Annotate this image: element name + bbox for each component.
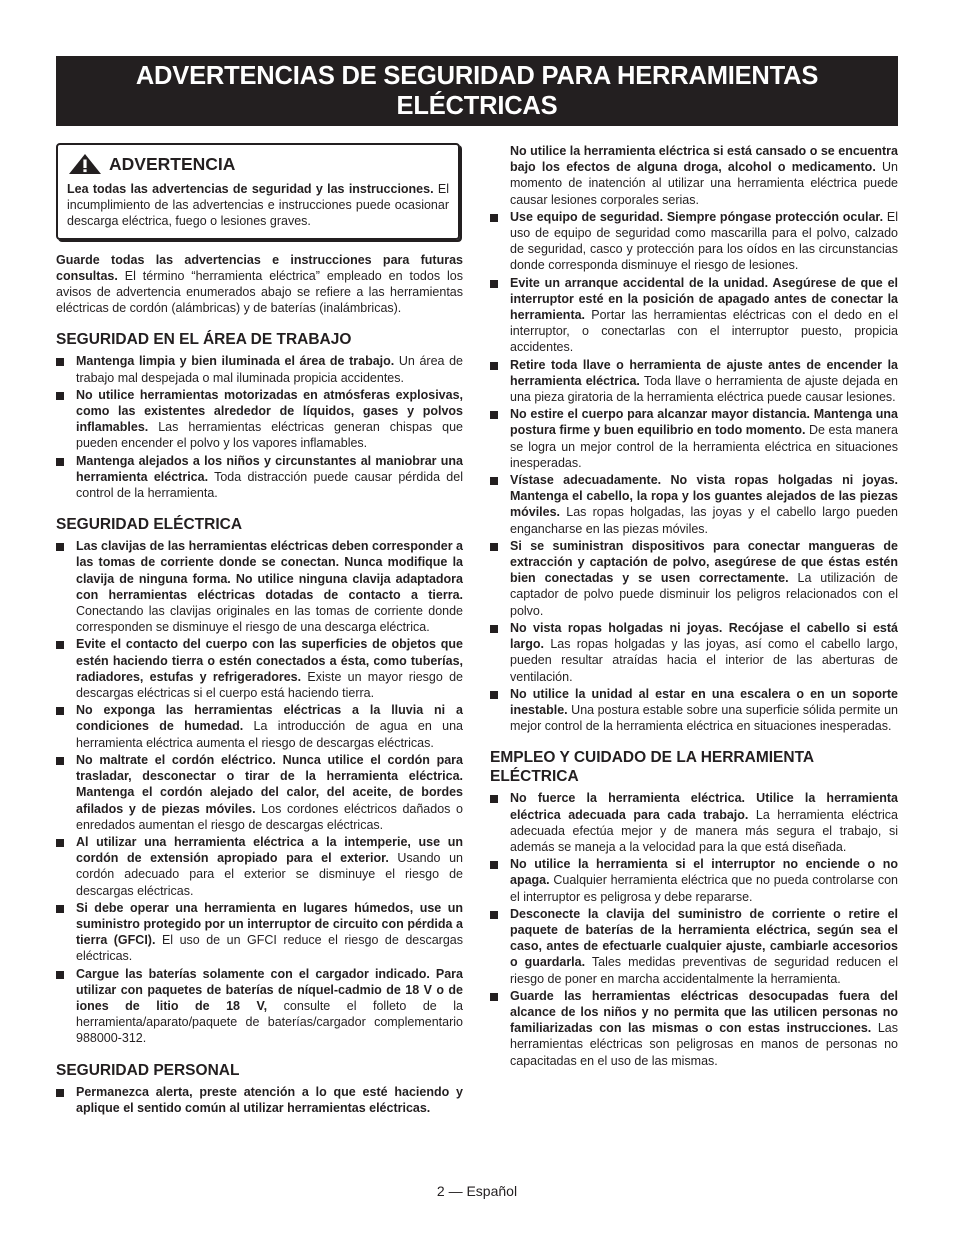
list-item bbox=[56, 834, 463, 899]
list-item-continuation bbox=[490, 143, 898, 208]
item-bold: No utilice herramientas motorizadas en atmósferas explosivas, como las existentes alrededor de líquidos, gases y polvos inflamables. bbox=[76, 387, 463, 435]
page-banner bbox=[56, 56, 898, 126]
item-text: Los cordones eléctricos dañados o enredados aumentan el riesgo de descargas eléctricas. bbox=[76, 801, 463, 832]
list-item bbox=[490, 790, 898, 855]
list-item bbox=[56, 387, 463, 452]
item-bold: Mantenga limpia y bien iluminada el área de trabajo. bbox=[76, 354, 395, 369]
item-bold: Desconecte la clavija del suministro de corriente o retire el paquete de baterías de la herramienta eléctrica, según sea el caso, antes de efectuarle cualquier ajuste, cambiarle accesorios o guardarla. bbox=[510, 906, 898, 970]
banner-title-line1: ADVERTENCIAS DE SEGURIDAD PARA HERRAMIENTAS bbox=[135, 62, 819, 90]
item-text: Conectando las clavijas originales en las tomas de corriente donde corresponden se disminuye el riesgo de una descarga eléctrica. bbox=[76, 604, 463, 635]
list-item bbox=[490, 906, 898, 987]
warning-text bbox=[67, 181, 449, 230]
item-text: La introducción de agua en una herramienta eléctrica aumenta el riesgo de descargas eléctricas. bbox=[76, 719, 463, 750]
list-item bbox=[490, 856, 898, 905]
intro-body: El término “herramienta eléctrica” empleado en todos los avisos de advertencia enumerados abajo se refiere a las herramientas eléctricas de cordón (alámbricas) y de baterías (inalámbricas). bbox=[56, 268, 463, 316]
warning-triangle-icon bbox=[67, 153, 103, 175]
list-item bbox=[56, 1084, 463, 1116]
section-heading-electrical: SEGURIDAD ELÉCTRICA bbox=[56, 516, 243, 534]
item-bold: No utilice la unidad al estar en una escalera o en un soporte inestable. bbox=[510, 686, 898, 717]
item-text: Una postura estable sobre una superficie sólida permite un mejor control de la herramienta eléctrica en situaciones inesperadas. bbox=[510, 702, 898, 734]
item-bold: Mantenga alejados a los niños y circunstantes al maniobrar una herramienta eléctrica. bbox=[76, 453, 463, 484]
list-item bbox=[490, 472, 898, 537]
list-item bbox=[56, 900, 463, 965]
list-item bbox=[490, 209, 898, 274]
item-text: El uso de equipo de seguridad como mascarilla para el polvo, calzado de seguridad, casco y protección para los oídos en las circunstancias donde corresponda disminuye el riesgo de lesiones. bbox=[510, 209, 898, 273]
item-bold: Cargue las baterías solamente con el cargador indicado. Para utilizar con paquetes de baterías de níquel-cadmio de 18 V o de iones de litio de 18 V, bbox=[76, 966, 463, 1013]
item-text: Las herramientas eléctricas generan chispas que pueden encender el polvo y los vapores inflamables. bbox=[76, 420, 463, 451]
personal-list-continued bbox=[490, 143, 898, 734]
item-bold: Las clavijas de las herramientas eléctricas deben corresponder a las tomas de corriente donde se conectan. Nunca modifique la clavija de ninguna forma. No utilice ninguna clavija adaptadora con herramientas eléctricas dotadas de contacto a tierra. bbox=[76, 539, 463, 602]
tool-care-list bbox=[490, 790, 898, 1068]
item-text: Un área de trabajo mal despejada o mal iluminada propicia accidentes. bbox=[76, 354, 463, 385]
intro-bold: Guarde todas las advertencias e instrucciones para futuras consultas. bbox=[56, 252, 463, 283]
warning-body: El incumplimiento de las advertencias e instrucciones puede ocasionar descarga eléctrica, fuego o lesiones graves. bbox=[67, 182, 450, 229]
item-text: Las ropas holgadas y las joyas, así como el cabello largo, pueden resultar atraídas hacia el interior de las aberturas de ventilación. bbox=[510, 637, 898, 684]
item-bold: No utilice la herramienta si el interruptor no enciende o no apaga. bbox=[510, 857, 898, 888]
list-item bbox=[56, 702, 463, 751]
warning-box bbox=[56, 143, 460, 240]
item-text: Toda distracción puede causar pérdida del control de la herramienta. bbox=[76, 469, 463, 501]
item-bold: Si debe operar una herramienta en lugares húmedos, use un suministro protegido por un interruptor de circuito con pérdida a tierra (GFCI). bbox=[76, 900, 463, 948]
item-text: Tales medidas preventivas de seguridad reducen el riesgo de poner en marcha accidentalmente la herramienta. bbox=[510, 955, 898, 986]
section-heading-tool-care: EMPLEO Y CUIDADO DE LA HERRAMIENTA ELÉCTRICA bbox=[490, 749, 814, 786]
warning-bold: Lea todas las advertencias de seguridad y las instrucciones. bbox=[67, 182, 434, 196]
item-bold: Retire toda llave o herramienta de ajuste antes de encender la herramienta eléctrica. bbox=[510, 357, 898, 388]
item-text: De esta manera se logra un mejor control de la herramienta eléctrica en situaciones inesperadas. bbox=[510, 423, 898, 470]
item-text: La herramienta eléctrica adecuada efectúa mejor y de manera más segura el trabajo, si además se maneja a la velocidad para la que está diseñada. bbox=[510, 807, 898, 854]
item-bold: Evite el contacto del cuerpo con las superficies de objetos que estén haciendo tierra o estén conectados a ésta, como tuberías, radiadores, estufas y refrigeradores. bbox=[76, 637, 463, 684]
list-item bbox=[56, 453, 463, 502]
item-text: La utilización de captador de polvo puede disminuir los peligros relacionados con el polvo. bbox=[510, 571, 898, 618]
item-text: El uso de un GFCI reduce el riesgo de descargas eléctricas. bbox=[76, 933, 463, 964]
list-item bbox=[56, 752, 463, 833]
item-text: Toda llave o herramienta de ajuste dejada en una pieza giratoria de la herramienta eléctrica puede causar lesiones. bbox=[510, 373, 898, 405]
list-item bbox=[490, 988, 898, 1069]
section-heading-work-area: SEGURIDAD EN EL ÁREA DE TRABAJO bbox=[56, 331, 352, 349]
warning-header bbox=[67, 153, 449, 175]
item-bold: No fuerce la herramienta eléctrica. Utilice la herramienta eléctrica adecuada para cada trabajo. bbox=[510, 791, 898, 822]
left-column bbox=[56, 143, 463, 1117]
item-text: Cualquier herramienta eléctrica que no pueda controlarse con el interruptor es peligrosa y debe repararse. bbox=[510, 873, 898, 904]
item-text: Usando un cordón adecuado para el exterior se disminuye el riesgo de descargas eléctricas. bbox=[76, 851, 463, 898]
work-area-list bbox=[56, 353, 463, 501]
item-bold: No exponga las herramientas eléctricas a la lluvia ni a condiciones de humedad. bbox=[76, 703, 463, 734]
item-text: Las herramientas eléctricas son peligrosas en manos de personas no capacitadas en el uso de las mismas. bbox=[510, 1021, 898, 1068]
item-bold: Guarde las herramientas eléctricas desocupadas fuera del alcance de los niños y no permita que las utilicen personas no familiarizadas con las mismas o con estas instrucciones. bbox=[510, 988, 898, 1036]
item-bold: No maltrate el cordón eléctrico. Nunca utilice el cordón para trasladar, desconectar o tirar de la herramienta eléctrica. Mantenga el cordón alejado del calor, del aceite, de bordes afilados y de piezas móviles. bbox=[76, 752, 463, 816]
page-footer: 2 — Español bbox=[436, 1183, 518, 1199]
list-item bbox=[490, 406, 898, 471]
warning-title: ADVERTENCIA bbox=[109, 153, 236, 174]
list-item bbox=[490, 686, 898, 735]
item-text: Existe un mayor riesgo de descargas eléctricas si el cuerpo está haciendo tierra. bbox=[76, 669, 463, 701]
list-item bbox=[56, 966, 463, 1047]
item-bold: Evite un arranque accidental de la unidad. Asegúrese de que el interruptor esté en la posición de apagado antes de conectar la herramienta. bbox=[510, 275, 898, 323]
section-heading-personal: SEGURIDAD PERSONAL bbox=[56, 1061, 240, 1079]
banner-title-line2: ELÉCTRICAS bbox=[396, 92, 558, 120]
list-item bbox=[490, 357, 898, 406]
item-bold: Permanezca alerta, preste atención a lo que esté haciendo y aplique el sentido común al utilizar herramientas eléctricas. bbox=[76, 1084, 463, 1115]
list-item bbox=[56, 353, 463, 385]
item-text: Portar las herramientas eléctricas con el dedo en el interruptor, o conectarlas con el interruptor puesto, propicia accidentes. bbox=[510, 308, 898, 355]
electrical-list bbox=[56, 538, 463, 1046]
item-text: Las ropas holgadas, las joyas y el cabello largo pueden engancharse en las piezas móviles. bbox=[510, 505, 898, 536]
list-item bbox=[56, 636, 463, 701]
list-item bbox=[490, 538, 898, 619]
right-column bbox=[490, 143, 898, 1070]
item-bold: Si se suministran dispositivos para conectar mangueras de extracción y captación de polvo, asegúrese de que éstas estén bien conectadas y se usen correctamente. bbox=[510, 538, 898, 586]
intro-paragraph bbox=[56, 252, 463, 317]
item-bold: Al utilizar una herramienta eléctrica a la intemperie, use un cordón de extensión apropiado para el exterior. bbox=[76, 834, 463, 866]
personal-list bbox=[56, 1084, 463, 1116]
list-item bbox=[56, 538, 463, 635]
item-bold: Vístase adecuadamente. No vista ropas holgadas ni joyas. Mantenga el cabello, la ropa y los guantes alejados de las piezas móviles. bbox=[510, 473, 898, 520]
item-bold: No vista ropas holgadas ni joyas. Recójase el cabello si está largo. bbox=[510, 620, 898, 652]
item-bold: Use equipo de seguridad. Siempre póngase protección ocular. bbox=[510, 209, 884, 224]
list-item bbox=[490, 275, 898, 356]
item-text: Un momento de inatención al utilizar una herramienta eléctrica puede causar lesiones corporales serias. bbox=[510, 160, 898, 207]
list-item bbox=[490, 620, 898, 685]
item-text: consulte el folleto de la herramienta/aparato/paquete de baterías/cargador complementario 988000-312. bbox=[76, 998, 463, 1046]
item-bold: No estire el cuerpo para alcanzar mayor distancia. Mantenga una postura firme y buen equilibrio en todo momento. bbox=[510, 407, 898, 438]
item-bold: No utilice la herramienta eléctrica si está cansado o se encuentra bajo los efectos de alguna droga, alcohol o medicamento. bbox=[510, 144, 898, 175]
